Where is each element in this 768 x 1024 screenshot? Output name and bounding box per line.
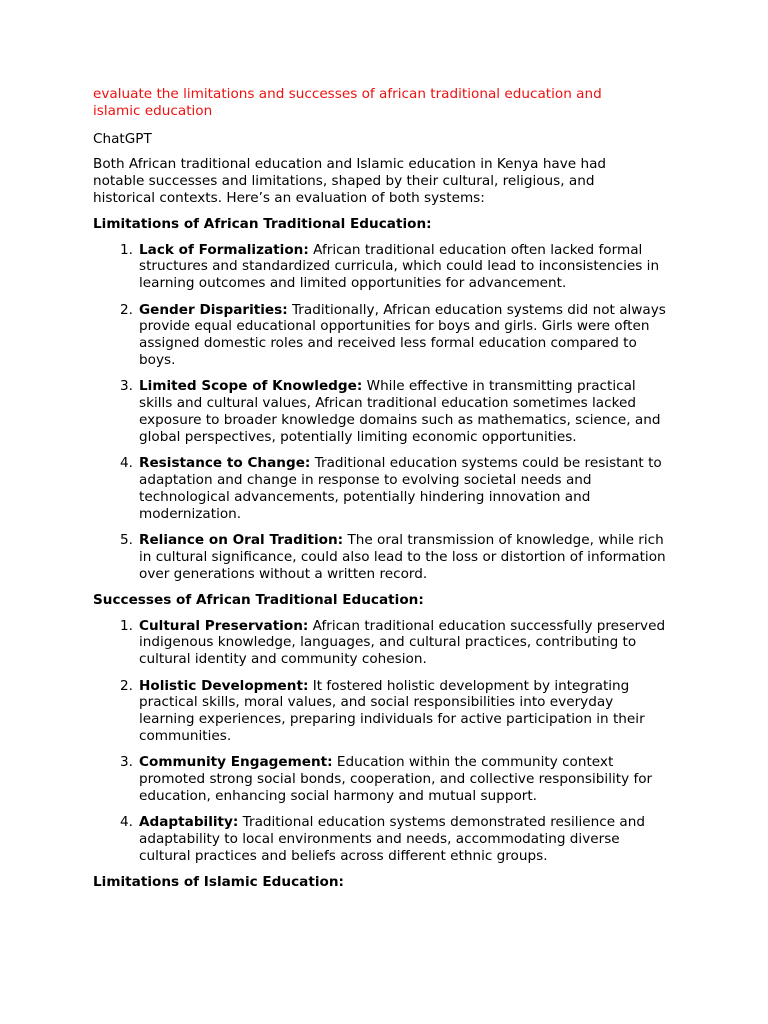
list-item [120, 617, 669, 668]
list-term: Gender Disparities: [139, 301, 288, 318]
list-number: 2. [120, 301, 133, 318]
list-number: 4. [120, 814, 133, 831]
section-heading-limitations-african: Limitations of African Traditional Education: [93, 215, 432, 232]
list-number: 1. [120, 241, 133, 258]
list-item [120, 814, 669, 865]
user-prompt: evaluate the limitations and successes of african traditional education and islamic education [93, 86, 602, 119]
intro-paragraph: Both African traditional education and Islamic education in Kenya have had notable successes and limitations, shaped by their cultural, religious, and historical contexts. Here’s an evaluation of both systems: [93, 156, 607, 206]
list-term: Holistic Development: [139, 677, 309, 694]
list-item [120, 677, 669, 745]
list-item [120, 241, 669, 292]
list-text: African traditional education often lacked formal structures and standardized curricula, which could lead to inconsistencies in learning outcomes and limited opportunities for advancement. [139, 241, 660, 292]
list-term: Adaptability: [139, 814, 239, 831]
limitations-african-list [93, 242, 676, 583]
list-term: Resistance to Change: [139, 455, 311, 472]
list-text: Traditionally, African education systems did not always provide equal educational opportunities for boys and girls. Girls were often assigned domestic roles and received less formal education compared to boys. [139, 301, 666, 368]
list-number: 3. [120, 754, 133, 771]
speaker-label: ChatGPT [93, 130, 152, 147]
section-heading-limitations-islamic: Limitations of Islamic Education: [93, 874, 344, 891]
successes-african-list [93, 618, 676, 865]
list-text: While effective in transmitting practical skills and cultural values, African traditional education sometimes lacked exposure to broader knowledge domains such as mathematics, science, and global perspectives, potentially limiting economic opportunities. [139, 378, 661, 445]
list-term: Limited Scope of Knowledge: [139, 378, 363, 395]
list-text: African traditional education successfully preserved indigenous knowledge, languages, and cultural practices, contributing to cultural identity and community cohesion. [139, 617, 666, 668]
list-item [120, 378, 669, 445]
list-text: The oral transmission of knowledge, while rich in cultural significance, could also lead to the loss or distortion of information over generations without a written record. [139, 531, 666, 582]
list-number: 2. [120, 677, 133, 694]
list-text: It fostered holistic development by integrating practical skills, moral values, and social responsibilities into everyday learning experiences, preparing individuals for active participation in their communities. [139, 677, 645, 745]
list-term: Community Engagement: [139, 754, 333, 771]
list-text: Education within the community context promoted strong social bonds, cooperation, and collective responsibility for education, enhancing social harmony and mutual support. [139, 754, 653, 805]
list-term: Cultural Preservation: [139, 617, 309, 634]
list-item [120, 455, 669, 522]
list-number: 5. [120, 531, 133, 548]
list-text: Traditional education systems demonstrated resilience and adaptability to local environments and needs, accommodating diverse cultural practices and beliefs across different ethnic groups. [139, 814, 646, 865]
list-term: Reliance on Oral Tradition: [139, 531, 344, 548]
list-number: 1. [120, 617, 133, 634]
list-item [120, 531, 669, 582]
list-text: Traditional education systems could be resistant to adaptation and change in response to evolving societal needs and technological advancements, potentially hindering innovation and modernization. [139, 455, 662, 522]
list-number: 4. [120, 455, 133, 472]
list-number: 3. [120, 378, 133, 395]
list-item [120, 754, 669, 805]
section-heading-successes-african: Successes of African Traditional Education: [93, 591, 424, 608]
list-item [120, 301, 669, 369]
list-term: Lack of Formalization: [139, 241, 309, 258]
